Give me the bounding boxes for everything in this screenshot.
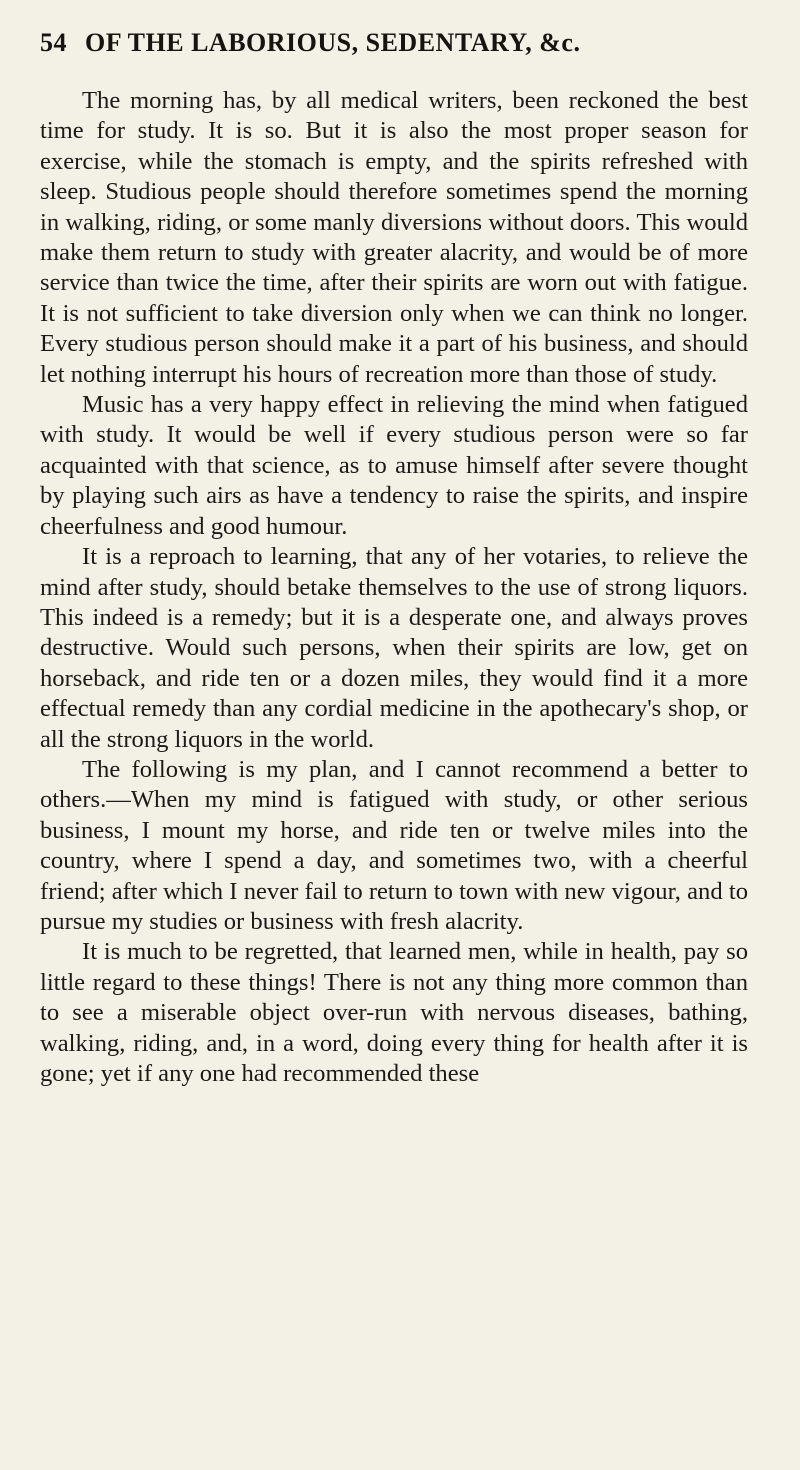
body-text: [40, 86, 748, 1089]
paragraph-author-plan: The following is my plan, and I cannot recommend a better to others.—When my mind is fatigued with study, or other serious business, I mount my horse, and ride ten or twelve miles into the country, where I spend a day, and sometimes two, with a cheerful friend; after which I never fail to return to town with new vigour, and to pursue my studies or business with fresh alacrity.: [40, 755, 748, 935]
running-head: [40, 28, 748, 72]
paragraph-learned-men: It is much to be regretted, that learned men, while in health, pay so little regard to these things! There is not any thing more common than to see a miserable object over-run with nervous diseases, bathing, walking, riding, and, in a word, doing every thing for health after it is gone; yet if any one had recommended these: [40, 938, 748, 1087]
paragraph-morning-study: The morning has, by all medical writers, been reckoned the best time for study. It is so. But it is also the most proper season for exercise, while the stomach is empty, and the spirits refreshed with sleep. Studious people should therefore sometimes spend the morning in walking, riding, or some manly diversions without doors. This would make them return to study with greater alacrity, and would be of more service than twice the time, after their spirits are worn out with fatigue. It is not sufficient to take diversion only when we can think no longer. Every studious person should make it a part of his business, and should let nothing interrupt his hours of recreation more than those of study.: [40, 87, 748, 388]
running-title: OF THE LABORIOUS, SEDENTARY, &c.: [85, 28, 581, 57]
paragraph-strong-liquors: It is a reproach to learning, that any of her votaries, to relieve the mind after study, should betake themselves to the use of strong liquors. This indeed is a remedy; but it is a desperate one, and always proves destructive. Would such persons, when their spirits are low, get on horseback, and ride ten or a dozen miles, they would find it a more effectual remedy than any cordial medicine in the apothecary's shop, or all the strong liquors in the world.: [40, 543, 748, 753]
page-number: 54: [40, 28, 67, 57]
paragraph-music: Music has a very happy effect in relieving the mind when fatigued with study. It would be well if every studious person were so far acquainted with that science, as to amuse himself after severe thought by playing such airs as have a tendency to raise the spirits, and inspire cheerfulness and good humour.: [40, 391, 748, 540]
